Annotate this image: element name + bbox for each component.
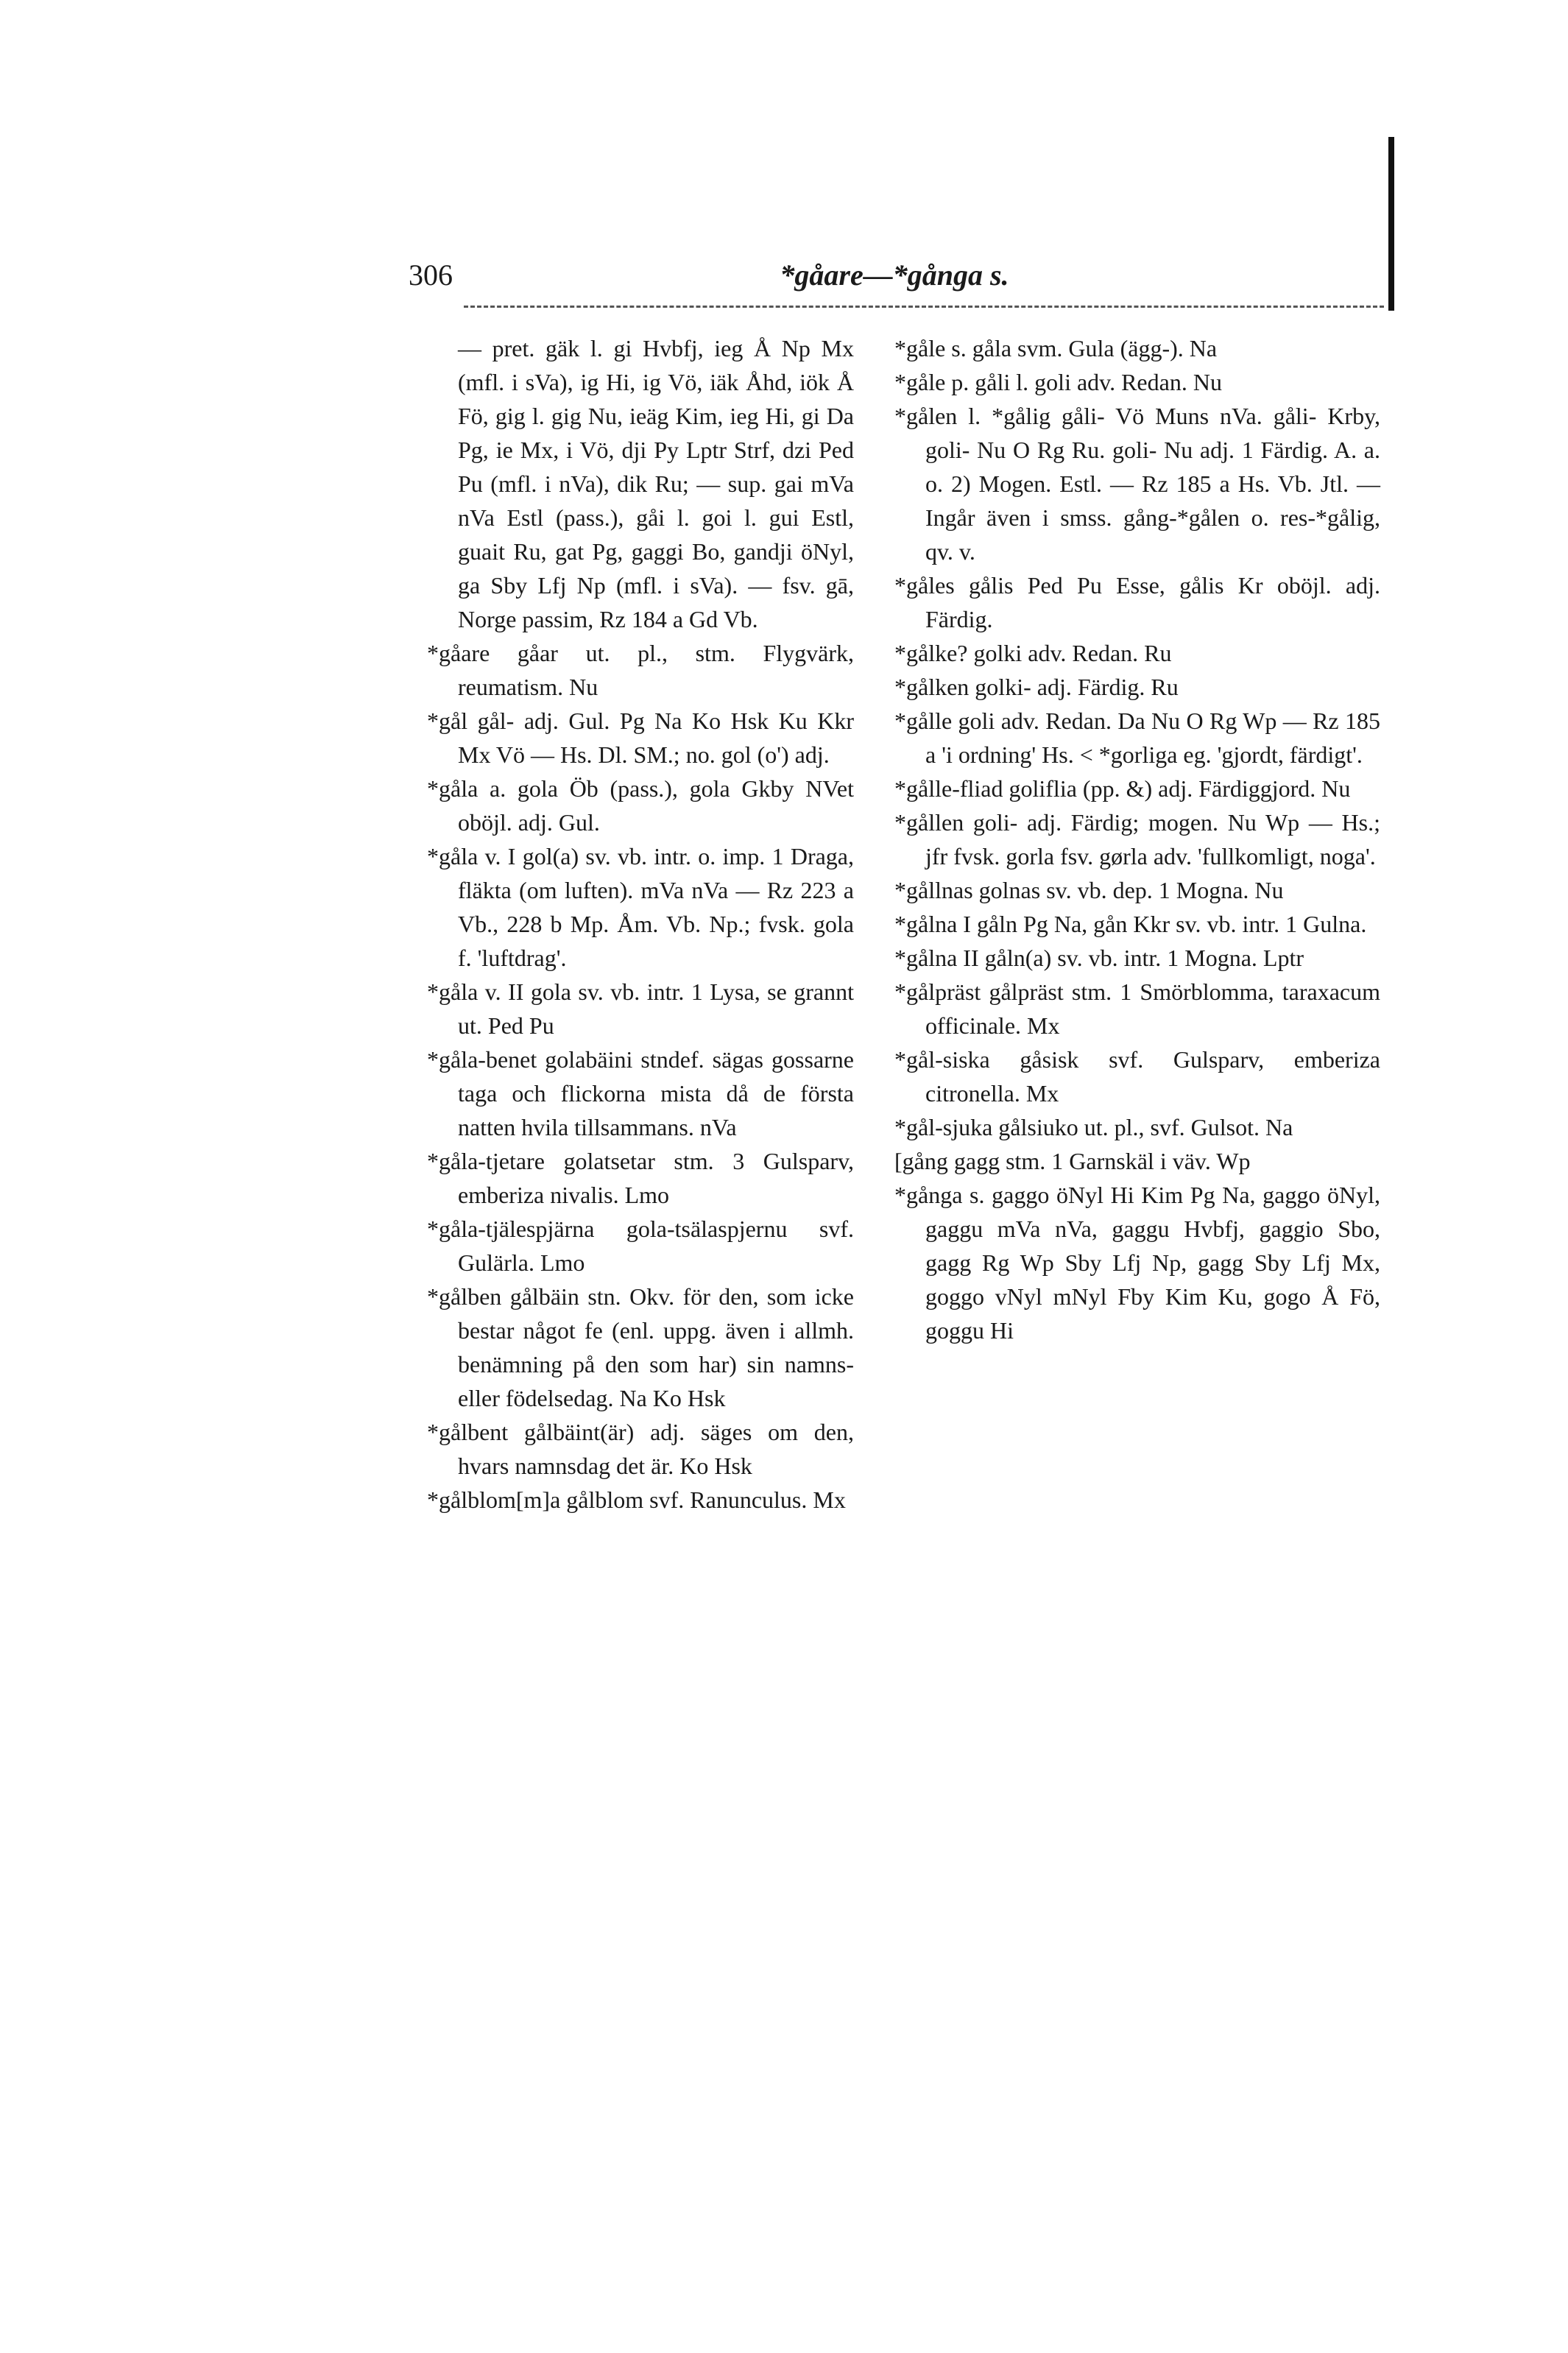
dictionary-entry: *gåla-tjetare golatsetar stm. 3 Gulsparv, emberiza nivalis. Lmo	[427, 1148, 854, 1208]
dictionary-entry: *gåare gåar ut. pl., stm. Flygvärk, reumatism. Nu	[427, 640, 854, 700]
dictionary-entry: *gåles gålis Ped Pu Esse, gålis Kr oböjl. adj. Färdig.	[894, 572, 1380, 632]
dictionary-entry: *gåla-tjälespjärna gola-tsälaspjernu svf. Gulärla. Lmo	[427, 1216, 854, 1276]
dictionary-entry: *gåla-benet golabäini stndef. sägas gossarne taga och flickorna mista då de första natten hvila tillsammans. nVa	[427, 1046, 854, 1140]
dictionary-entry: *gålle goli adv. Redan. Da Nu O Rg Wp — Rz 185 a 'i ordning' Hs. < *gorliga eg. 'gjordt, färdigt'.	[894, 708, 1380, 768]
dictionary-entry: *gåla v. I gol(a) sv. vb. intr. o. imp. 1 Draga, fläkta (om luften). mVa nVa — Rz 223 a Vb., 228 b Mp. Åm. Vb. Np.; fvsk. gola f. 'luftdrag'.	[427, 843, 854, 971]
dictionary-entry: *gålke? golki adv. Redan. Ru	[894, 640, 1172, 666]
dictionary-entry: [gång gagg stm. 1 Garnskäl i väv. Wp	[894, 1148, 1251, 1174]
dictionary-entry: *gålpräst gålpräst stm. 1 Smörblomma, taraxacum officinale. Mx	[894, 978, 1380, 1039]
dictionary-entry: *gålen l. *gålig gåli- Vö Muns nVa. gåli- Krby, goli- Nu O Rg Ru. goli- Nu adj. 1 Färdig. A. a. o. 2) Mogen. Estl. — Rz 185 a Hs. Vb. Jtl. — Ingår även i smss. gång-*gålen o. res-*gålig, qv. v.	[894, 403, 1380, 565]
dictionary-entry: *gålblom[m]a gålblom svf. Ranunculus. Mx	[427, 1486, 846, 1513]
dictionary-entry: *gånga s. gaggo öNyl Hi Kim Pg Na, gaggo öNyl, gaggu mVa nVa, gaggu Hvbfj, gaggio Sbo, gagg Rg Wp Sby Lfj Np, gagg Sby Lfj Mx, goggo vNyl mNyl Fby Kim Ku, gogo Å Fö, goggu Hi	[894, 1182, 1380, 1344]
dictionary-entry: *gålben gålbäin stn. Okv. för den, som icke bestar något fe (enl. uppg. även i allmh. benämning på den som har) sin namns- eller födelsedag. Na Ko Hsk	[427, 1283, 854, 1411]
dictionary-entry: *gålna I gåln Pg Na, gån Kkr sv. vb. intr. 1 Gulna.	[894, 911, 1367, 937]
dictionary-entry: *gåle s. gåla svm. Gula (ägg-). Na	[894, 335, 1218, 361]
dictionary-entry: *gåle p. gåli l. goli adv. Redan. Nu	[894, 369, 1222, 395]
margin-bar	[1388, 137, 1394, 311]
left-column	[427, 331, 854, 1517]
dictionary-entry: — pret. gäk l. gi Hvbfj, ieg Å Np Mx (mfl. i sVa), ig Hi, ig Vö, iäk Åhd, iök Å Fö, gig l. gig Nu, ieäg Kim, ieg Hi, gi Da Pg, ie Mx, i Vö, dji Py Lptr Strf, dzi Ped Pu (mfl. i nVa), dik Ru; — sup. gai mVa nVa Estl (pass.), gåi l. goi l. gui Estl, guait Ru, gat Pg, gaggi Bo, gandji öNyl, ga Sby Lfj Np (mfl. i sVa). — fsv. gā, Norge passim, Rz 184 a Gd Vb.	[458, 335, 854, 632]
dictionary-entry: *gåla v. II gola sv. vb. intr. 1 Lysa, se grannt ut. Ped Pu	[427, 978, 854, 1039]
dictionary-entry: *gålna II gåln(a) sv. vb. intr. 1 Mogna. Lptr	[894, 945, 1304, 971]
page-header	[409, 258, 1380, 302]
dictionary-entry: *gålle-fliad goliflia (pp. &) adj. Färdiggjord. Nu	[894, 775, 1351, 802]
page-number: 306	[409, 258, 453, 292]
dictionary-entry: *gål gål- adj. Gul. Pg Na Ko Hsk Ku Kkr Mx Vö — Hs. Dl. SM.; no. gol (o') adj.	[427, 708, 854, 768]
dictionary-entry: *gållen goli- adj. Färdig; mogen. Nu Wp — Hs.; jfr fvsk. gorla fsv. gørla adv. 'fullkomligt, noga'.	[894, 809, 1380, 869]
dictionary-entry: *gålbent gålbäint(är) adj. säges om den, hvars namnsdag det är. Ko Hsk	[427, 1419, 854, 1479]
right-column	[894, 331, 1380, 1347]
header-rule	[464, 306, 1384, 308]
dictionary-entry: *gåla a. gola Öb (pass.), gola Gkby NVet oböjl. adj. Gul.	[427, 775, 854, 836]
dictionary-entry: *gållnas golnas sv. vb. dep. 1 Mogna. Nu	[894, 877, 1284, 903]
running-head: *gåare—*gånga s.	[780, 258, 1009, 292]
dictionary-entry: *gålken golki- adj. Färdig. Ru	[894, 674, 1179, 700]
dictionary-entry: *gål-siska gåsisk svf. Gulsparv, emberiza citronella. Mx	[894, 1046, 1380, 1107]
dictionary-entry: *gål-sjuka gålsiuko ut. pl., svf. Gulsot. Na	[894, 1114, 1293, 1140]
